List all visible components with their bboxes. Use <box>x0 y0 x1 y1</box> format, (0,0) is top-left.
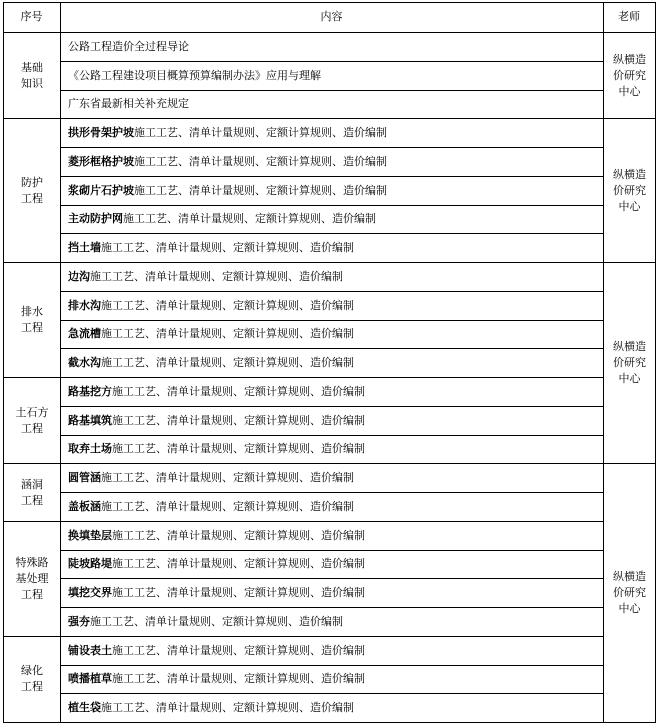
content-row <box>61 694 603 722</box>
content-row <box>61 666 603 694</box>
topic-title: 急流槽 <box>68 327 101 341</box>
header-seq: 序号 <box>20 10 43 23</box>
table-rule <box>60 578 603 579</box>
topic-title: 填挖交界 <box>68 586 112 600</box>
topic-title: 陡坡路堤 <box>68 557 112 571</box>
content-row <box>61 522 603 550</box>
topic-title: 挡土墙 <box>68 241 101 255</box>
table-rule <box>60 435 603 436</box>
content-row <box>61 119 603 147</box>
table-rule <box>60 320 603 321</box>
category-cell: 特殊路 基处理 工程 <box>15 555 49 601</box>
table-rule <box>60 665 603 666</box>
topic-title: 拱形骨架护坡 <box>68 126 134 140</box>
content-row <box>61 436 603 464</box>
content-row <box>61 33 603 61</box>
topic-title: 盖板涵 <box>68 499 101 513</box>
content-row <box>61 177 603 205</box>
category-cell: 土石方 工程 <box>15 405 49 435</box>
topic-description: 施工工艺、清单计量规则、定额计算规则、造价编制 <box>101 356 354 370</box>
category-cell: 防护 工程 <box>21 175 43 205</box>
content-row <box>61 62 603 90</box>
topic-title: 换填垫层 <box>68 528 112 542</box>
table-rule <box>60 348 603 349</box>
table-rule <box>60 176 603 177</box>
topic-title: 取弃土场 <box>68 442 112 456</box>
table-rule <box>3 2 656 3</box>
content-row <box>61 263 603 291</box>
content-row <box>61 637 603 665</box>
topic-description: 施工工艺、清单计量规则、定额计算规则、造价编制 <box>112 643 365 657</box>
content-row <box>61 551 603 579</box>
topic-description: 施工工艺、清单计量规则、定额计算规则、造价编制 <box>112 413 365 427</box>
table-rule <box>60 291 603 292</box>
content-row <box>61 493 603 521</box>
table-rule <box>60 492 603 493</box>
topic-title: 强夯 <box>68 614 90 628</box>
header-content: 内容 <box>320 10 343 23</box>
topic-description: 施工工艺、清单计量规则、定额计算规则、造价编制 <box>134 126 387 140</box>
topic-title: 截水沟 <box>68 356 101 370</box>
topic-title: 圆管涵 <box>68 471 101 485</box>
topic-description: 施工工艺、清单计量规则、定额计算规则、造价编制 <box>112 384 365 398</box>
table-rule <box>60 147 603 148</box>
teacher-cell: 纵横造 价研究 中心 <box>613 52 646 98</box>
category-cell: 涵洞 工程 <box>21 477 43 507</box>
topic-description: 施工工艺、清单计量规则、定额计算规则、造价编制 <box>101 327 354 341</box>
topic-description: 施工工艺、清单计量规则、定额计算规则、造价编制 <box>112 528 365 542</box>
topic-title: 路基填筑 <box>68 413 112 427</box>
table-rule <box>60 61 603 62</box>
topic-description: 施工工艺、清单计量规则、定额计算规则、造价编制 <box>90 614 343 628</box>
topic-description: 施工工艺、清单计量规则、定额计算规则、造价编制 <box>101 499 354 513</box>
table-rule <box>60 233 603 234</box>
topic-description: 施工工艺、清单计量规则、定额计算规则、造价编制 <box>134 183 387 197</box>
content-row <box>61 206 603 234</box>
topic-description: 施工工艺、清单计量规则、定额计算规则、造价编制 <box>112 442 365 456</box>
topic-description: 施工工艺、清单计量规则、定额计算规则、造价编制 <box>101 701 354 715</box>
topic-description: 施工工艺、清单计量规则、定额计算规则、造价编制 <box>134 154 387 168</box>
table-rule <box>60 205 603 206</box>
teacher-cell: 纵横造 价研究 中心 <box>613 167 646 213</box>
table-rule <box>60 406 603 407</box>
teacher-cell: 纵横造 价研究 中心 <box>613 570 646 616</box>
content-row <box>61 579 603 607</box>
topic-title: 主动防护网 <box>68 212 123 226</box>
content-row <box>61 292 603 320</box>
category-cell: 排水 工程 <box>21 305 43 334</box>
header-teacher: 老师 <box>618 10 640 23</box>
topic-title: 排水沟 <box>68 298 101 312</box>
content-row <box>61 349 603 377</box>
topic-description: 施工工艺、清单计量规则、定额计算规则、造价编制 <box>112 586 365 600</box>
topic-description: 施工工艺、清单计量规则、定额计算规则、造价编制 <box>101 241 354 255</box>
category-cell: 基础 知识 <box>21 60 43 90</box>
topic-description: 施工工艺、清单计量规则、定额计算规则、造价编制 <box>112 672 365 686</box>
category-cell: 绿化 工程 <box>21 664 43 694</box>
topic-description: 施工工艺、清单计量规则、定额计算规则、造价编制 <box>101 471 354 485</box>
teacher-cell: 纵横造 价研究 中心 <box>613 340 646 386</box>
topic-title: 菱形框格护坡 <box>68 154 134 168</box>
topic-description: 施工工艺、清单计量规则、定额计算规则、造价编制 <box>90 269 343 283</box>
topic-title: 植生袋 <box>68 701 101 715</box>
table-rule <box>655 2 656 723</box>
topic-title: 浆砌片石护坡 <box>68 183 134 197</box>
content-row <box>61 464 603 492</box>
content-row <box>61 608 603 636</box>
topic-description: 施工工艺、清单计量规则、定额计算规则、造价编制 <box>112 557 365 571</box>
table-rule <box>60 90 603 91</box>
topic-description: 《公路工程建设项目概算预算编制办法》应用与理解 <box>68 68 321 82</box>
table-rule <box>60 693 603 694</box>
topic-description: 施工工艺、清单计量规则、定额计算规则、造价编制 <box>123 212 376 226</box>
content-row <box>61 378 603 406</box>
topic-title: 边沟 <box>68 269 90 283</box>
topic-title: 铺设表土 <box>68 643 112 657</box>
content-row <box>61 148 603 176</box>
content-row <box>61 91 603 119</box>
content-row <box>61 407 603 435</box>
table-rule <box>60 607 603 608</box>
topic-description: 施工工艺、清单计量规则、定额计算规则、造价编制 <box>101 298 354 312</box>
topic-description: 广东省最新相关补充规定 <box>68 97 189 111</box>
table-rule <box>3 722 656 723</box>
table-rule <box>60 550 603 551</box>
content-row <box>61 321 603 349</box>
topic-title: 路基挖方 <box>68 384 112 398</box>
content-row <box>61 234 603 262</box>
topic-description: 公路工程造价全过程导论 <box>68 39 189 53</box>
topic-title: 喷播植草 <box>68 672 112 686</box>
